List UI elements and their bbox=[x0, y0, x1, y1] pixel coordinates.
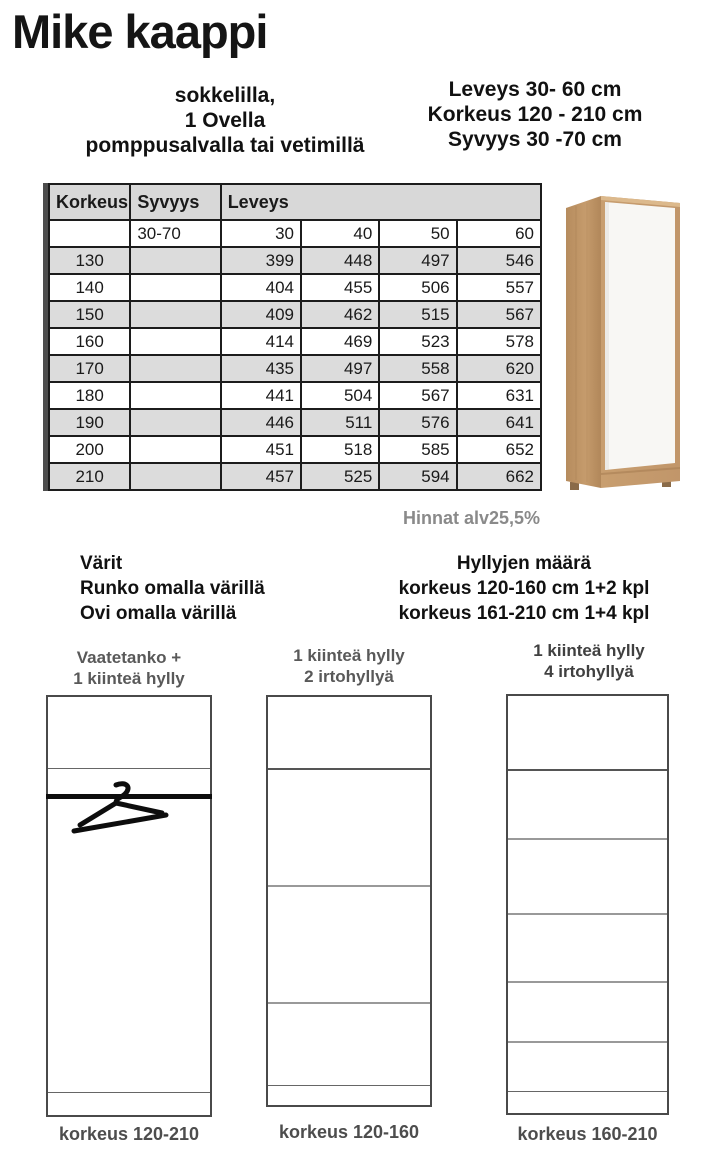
shelf-count-line: Hyllyjen määrä bbox=[456, 553, 592, 574]
empty-cell bbox=[130, 382, 220, 409]
col-header-korkeus: Korkeus bbox=[49, 184, 130, 220]
syvyys-range-cell: 30-70 bbox=[130, 220, 220, 247]
fixed-shelf-line bbox=[48, 768, 210, 769]
col-header-leveys: Leveys bbox=[221, 184, 541, 220]
price-cell: 446 bbox=[221, 409, 301, 436]
price-cell: 578 bbox=[457, 328, 541, 355]
price-cell: 448 bbox=[301, 247, 379, 274]
colors-block bbox=[80, 551, 265, 626]
height-cell: 140 bbox=[49, 274, 130, 301]
diagram1-label-line: 1 kiinteä hylly bbox=[73, 669, 185, 688]
table-header-row bbox=[49, 184, 541, 220]
loose-shelf-line bbox=[268, 885, 430, 887]
diagram2-label bbox=[258, 645, 440, 687]
price-cell: 435 bbox=[221, 355, 301, 382]
loose-shelf-line bbox=[268, 1002, 430, 1004]
diagram3-caption: korkeus 160-210 bbox=[517, 1124, 658, 1144]
diagram2-caption: korkeus 120-160 bbox=[278, 1122, 420, 1142]
loose-shelf-line bbox=[508, 1041, 667, 1043]
price-cell: 457 bbox=[221, 463, 301, 490]
diagram1-wardrobe-schematic bbox=[46, 695, 212, 1117]
dimension-line: Leveys 30- 60 cm bbox=[448, 78, 622, 101]
table-row bbox=[49, 274, 541, 301]
shelf-count-line: korkeus 161-210 cm 1+4 kpl bbox=[398, 603, 650, 624]
diagram2-label-line: 1 kiinteä hylly bbox=[293, 646, 405, 665]
price-cell: 518 bbox=[301, 436, 379, 463]
diagram2-label-line: 2 irtohyllyä bbox=[304, 667, 394, 686]
empty-cell bbox=[130, 247, 220, 274]
colors-line: Runko omalla värillä bbox=[80, 578, 265, 599]
price-cell: 594 bbox=[379, 463, 456, 490]
table-row bbox=[49, 328, 541, 355]
price-cell: 525 bbox=[301, 463, 379, 490]
empty-cell bbox=[130, 274, 220, 301]
price-cell: 441 bbox=[221, 382, 301, 409]
price-cell: 546 bbox=[457, 247, 541, 274]
diagram1-label bbox=[38, 647, 220, 689]
shelf-count-line: korkeus 120-160 cm 1+2 kpl bbox=[398, 578, 650, 599]
table-row bbox=[49, 301, 541, 328]
empty-cell bbox=[130, 301, 220, 328]
width-header-cell: 50 bbox=[379, 220, 456, 247]
table-row bbox=[49, 382, 541, 409]
price-cell: 631 bbox=[457, 382, 541, 409]
plinth-line bbox=[268, 1085, 430, 1086]
dimension-line: Korkeus 120 - 210 cm bbox=[427, 103, 643, 126]
diagram1-label-line: Vaatetanko + bbox=[76, 648, 182, 667]
width-header-cell: 60 bbox=[457, 220, 541, 247]
table-row bbox=[49, 355, 541, 382]
empty-cell bbox=[49, 220, 130, 247]
height-cell: 200 bbox=[49, 436, 130, 463]
price-cell: 558 bbox=[379, 355, 456, 382]
intro-line: 1 Ovella bbox=[184, 109, 266, 132]
diagram3-label bbox=[498, 640, 680, 682]
diagram2-wardrobe-schematic bbox=[266, 695, 432, 1107]
price-cell: 576 bbox=[379, 409, 456, 436]
empty-cell bbox=[130, 355, 220, 382]
width-header-cell: 40 bbox=[301, 220, 379, 247]
price-cell: 462 bbox=[301, 301, 379, 328]
table-row bbox=[49, 463, 541, 490]
price-cell: 662 bbox=[457, 463, 541, 490]
height-cell: 170 bbox=[49, 355, 130, 382]
table-row bbox=[49, 247, 541, 274]
table-row bbox=[49, 409, 541, 436]
price-cell: 523 bbox=[379, 328, 456, 355]
col-header-syvyys: Syvyys bbox=[130, 184, 220, 220]
price-cell: 469 bbox=[301, 328, 379, 355]
price-cell: 414 bbox=[221, 328, 301, 355]
fixed-shelf-line bbox=[268, 768, 430, 770]
diagram3-label-line: 1 kiinteä hylly bbox=[533, 641, 645, 660]
intro-line: pomppusalvalla tai vetimillä bbox=[85, 134, 365, 157]
price-cell: 641 bbox=[457, 409, 541, 436]
vat-note: Hinnat alv25,5% bbox=[403, 508, 541, 528]
loose-shelf-line bbox=[508, 981, 667, 983]
price-cell: 567 bbox=[379, 382, 456, 409]
price-cell: 620 bbox=[457, 355, 541, 382]
dimension-line: Syvyys 30 -70 cm bbox=[448, 128, 622, 151]
price-cell: 515 bbox=[379, 301, 456, 328]
loose-shelf-line bbox=[508, 913, 667, 915]
price-cell: 557 bbox=[457, 274, 541, 301]
empty-cell bbox=[130, 328, 220, 355]
plinth-line bbox=[48, 1092, 210, 1093]
height-cell: 130 bbox=[49, 247, 130, 274]
price-cell: 497 bbox=[301, 355, 379, 382]
price-cell: 504 bbox=[301, 382, 379, 409]
loose-shelf-line bbox=[508, 838, 667, 840]
height-cell: 160 bbox=[49, 328, 130, 355]
width-header-cell: 30 bbox=[221, 220, 301, 247]
fixed-shelf-line bbox=[508, 769, 667, 771]
height-cell: 210 bbox=[49, 463, 130, 490]
shelf-count-block bbox=[358, 551, 690, 626]
price-cell: 652 bbox=[457, 436, 541, 463]
price-cell: 404 bbox=[221, 274, 301, 301]
height-cell: 190 bbox=[49, 409, 130, 436]
empty-cell bbox=[130, 463, 220, 490]
intro-block bbox=[60, 83, 390, 158]
price-cell: 451 bbox=[221, 436, 301, 463]
height-cell: 180 bbox=[49, 382, 130, 409]
price-cell: 511 bbox=[301, 409, 379, 436]
diagram3-label-line: 4 irtohyllyä bbox=[544, 662, 634, 681]
table-subheader-row bbox=[49, 220, 541, 247]
height-cell: 150 bbox=[49, 301, 130, 328]
cabinet-illustration bbox=[556, 190, 690, 496]
diagram1-caption: korkeus 120-210 bbox=[58, 1124, 200, 1144]
colors-line: Värit bbox=[80, 553, 123, 574]
empty-cell bbox=[130, 409, 220, 436]
empty-cell bbox=[130, 436, 220, 463]
colors-line: Ovi omalla värillä bbox=[80, 603, 237, 624]
hanger-icon bbox=[70, 781, 174, 843]
price-cell: 455 bbox=[301, 274, 379, 301]
diagram3-wardrobe-schematic bbox=[506, 694, 669, 1115]
table-row bbox=[49, 436, 541, 463]
plinth-line bbox=[508, 1091, 667, 1092]
intro-line: sokkelilla, bbox=[174, 84, 276, 107]
dimension-range-block bbox=[395, 77, 675, 152]
price-cell: 497 bbox=[379, 247, 456, 274]
price-cell: 585 bbox=[379, 436, 456, 463]
cabinet-product-image bbox=[556, 190, 690, 496]
page-title: Mike kaappi bbox=[12, 5, 268, 58]
price-cell: 409 bbox=[221, 301, 301, 328]
price-cell: 506 bbox=[379, 274, 456, 301]
price-table bbox=[43, 183, 542, 491]
price-cell: 567 bbox=[457, 301, 541, 328]
price-cell: 399 bbox=[221, 247, 301, 274]
